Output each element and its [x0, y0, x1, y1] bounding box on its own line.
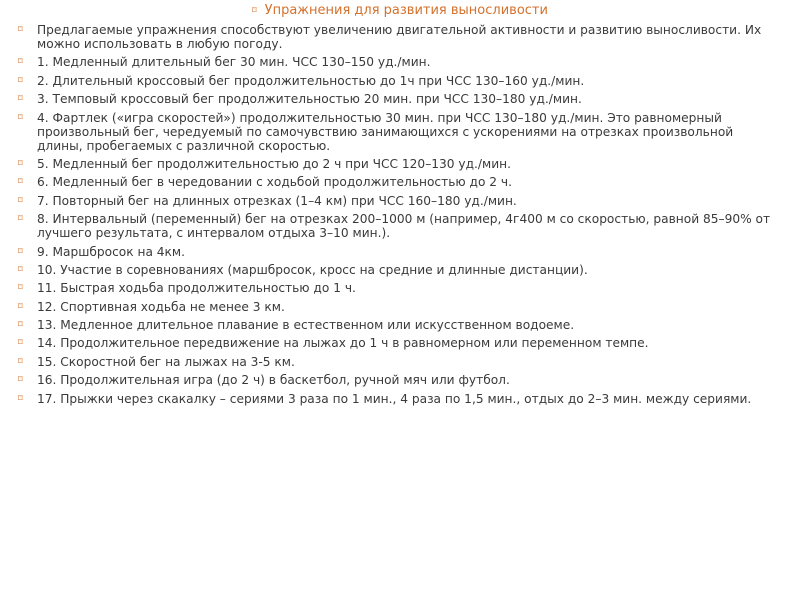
square-bullet-icon: ⌑: [18, 158, 23, 169]
square-bullet-icon: ⌑: [18, 25, 23, 35]
square-bullet-icon: ⌑: [18, 301, 23, 312]
square-bullet-icon: ⌑: [18, 320, 23, 331]
list-item-text: Предлагаемые упражнения способствуют увеличению двигательной активности и развитию выносливости. Их можно использовать в любую погоду.: [37, 23, 762, 51]
list-item: [18, 175, 778, 189]
list-item-text: 12. Спортивная ходьба не менее 3 км.: [37, 299, 285, 314]
list-item-text: 16. Продолжительная игра (до 2 ч) в баскетбол, ручной мяч или футбол.: [37, 373, 510, 388]
list-item: [18, 336, 778, 350]
square-bullet-icon: ⌑: [18, 112, 23, 123]
list-item: [18, 23, 778, 51]
list-item-text: 17. Прыжки через скакалку – сериями 3 раза по 1 мин., 4 раза по 1,5 мин., отдых до 2–3 мин. между сериями.: [37, 391, 752, 406]
square-bullet-icon: ⌑: [18, 177, 23, 188]
square-bullet-icon: ⌑: [18, 338, 23, 349]
list-item-text: 1. Медленный длительный бег 30 мин. ЧСС 130–150 уд./мин.: [37, 55, 431, 70]
list-item: [18, 281, 778, 295]
list-item: [18, 55, 778, 69]
list-item: [18, 157, 778, 171]
list-item-text: 5. Медленный бег продолжительностью до 2 ч при ЧСС 120–130 уд./мин.: [37, 156, 511, 171]
slide-title-row: [0, 3, 800, 19]
square-bullet-icon: ⌑: [18, 246, 23, 257]
list-item: [18, 263, 778, 277]
square-bullet-icon: ⌑: [18, 393, 23, 404]
square-bullet-icon: ⌑: [18, 356, 23, 367]
list-item: [18, 92, 778, 106]
list-item: [18, 300, 778, 314]
list-item-text: 11. Быстрая ходьба продолжительностью до 1 ч.: [37, 281, 356, 296]
slide-title: Упражнения для развития выносливости: [264, 3, 548, 18]
square-bullet-icon: ⌑: [18, 375, 23, 386]
list-item: [18, 74, 778, 88]
list-item-text: 13. Медленное длительное плавание в естественном или искусственном водоеме.: [37, 318, 575, 333]
list-item: [18, 355, 778, 369]
square-bullet-icon: ⌑: [252, 6, 257, 16]
list-item-text: 14. Продолжительное передвижение на лыжах до 1 ч в равномерном или переменном темпе.: [37, 336, 649, 351]
list-item: [18, 212, 778, 240]
square-bullet-icon: ⌑: [18, 94, 23, 105]
list-item-text: 3. Темповый кроссовый бег продолжительностью 20 мин. при ЧСС 130–180 уд./мин.: [37, 92, 582, 107]
list-item: [18, 245, 778, 259]
list-item-text: 7. Повторный бег на длинных отрезках (1–4 км) при ЧСС 160–180 уд./мин.: [37, 193, 517, 208]
exercise-list: [18, 23, 778, 410]
square-bullet-icon: ⌑: [18, 283, 23, 294]
list-item-text: 2. Длительный кроссовый бег продолжительностью до 1ч при ЧСС 130–160 уд./мин.: [37, 73, 585, 88]
list-item-text: 8. Интервальный (переменный) бег на отрезках 200–1000 м (например, 4г400 м со скоростью, равной 85–90% от лучшего результата, с интервалом отдыха 3–10 мин.).: [37, 212, 771, 241]
list-item-text: 15. Скоростной бег на лыжах на 3-5 км.: [37, 354, 295, 369]
list-item: [18, 111, 778, 153]
square-bullet-icon: ⌑: [18, 264, 23, 275]
list-item-text: 9. Маршбросок на 4км.: [37, 244, 185, 259]
list-item: [18, 392, 778, 406]
square-bullet-icon: ⌑: [18, 75, 23, 86]
square-bullet-icon: ⌑: [18, 57, 23, 68]
list-item-text: 10. Участие в соревнованиях (маршбросок, кросс на средние и длинные дистанции).: [37, 262, 588, 277]
list-item: [18, 318, 778, 332]
list-item-text: 6. Медленный бег в чередовании с ходьбой продолжительностью до 2 ч.: [37, 175, 513, 190]
square-bullet-icon: ⌑: [18, 195, 23, 206]
list-item: [18, 373, 778, 387]
list-item: [18, 194, 778, 208]
list-item-text: 4. Фартлек («игра скоростей») продолжительностью 30 мин. при ЧСС 130–180 уд./мин. Это равномерный произвольный бег, чередуемый по самочувствию занимающихся с ускорениями на отрезках произвольной длины, пробегаемых с различной скоростью.: [37, 110, 734, 153]
square-bullet-icon: ⌑: [18, 214, 23, 225]
